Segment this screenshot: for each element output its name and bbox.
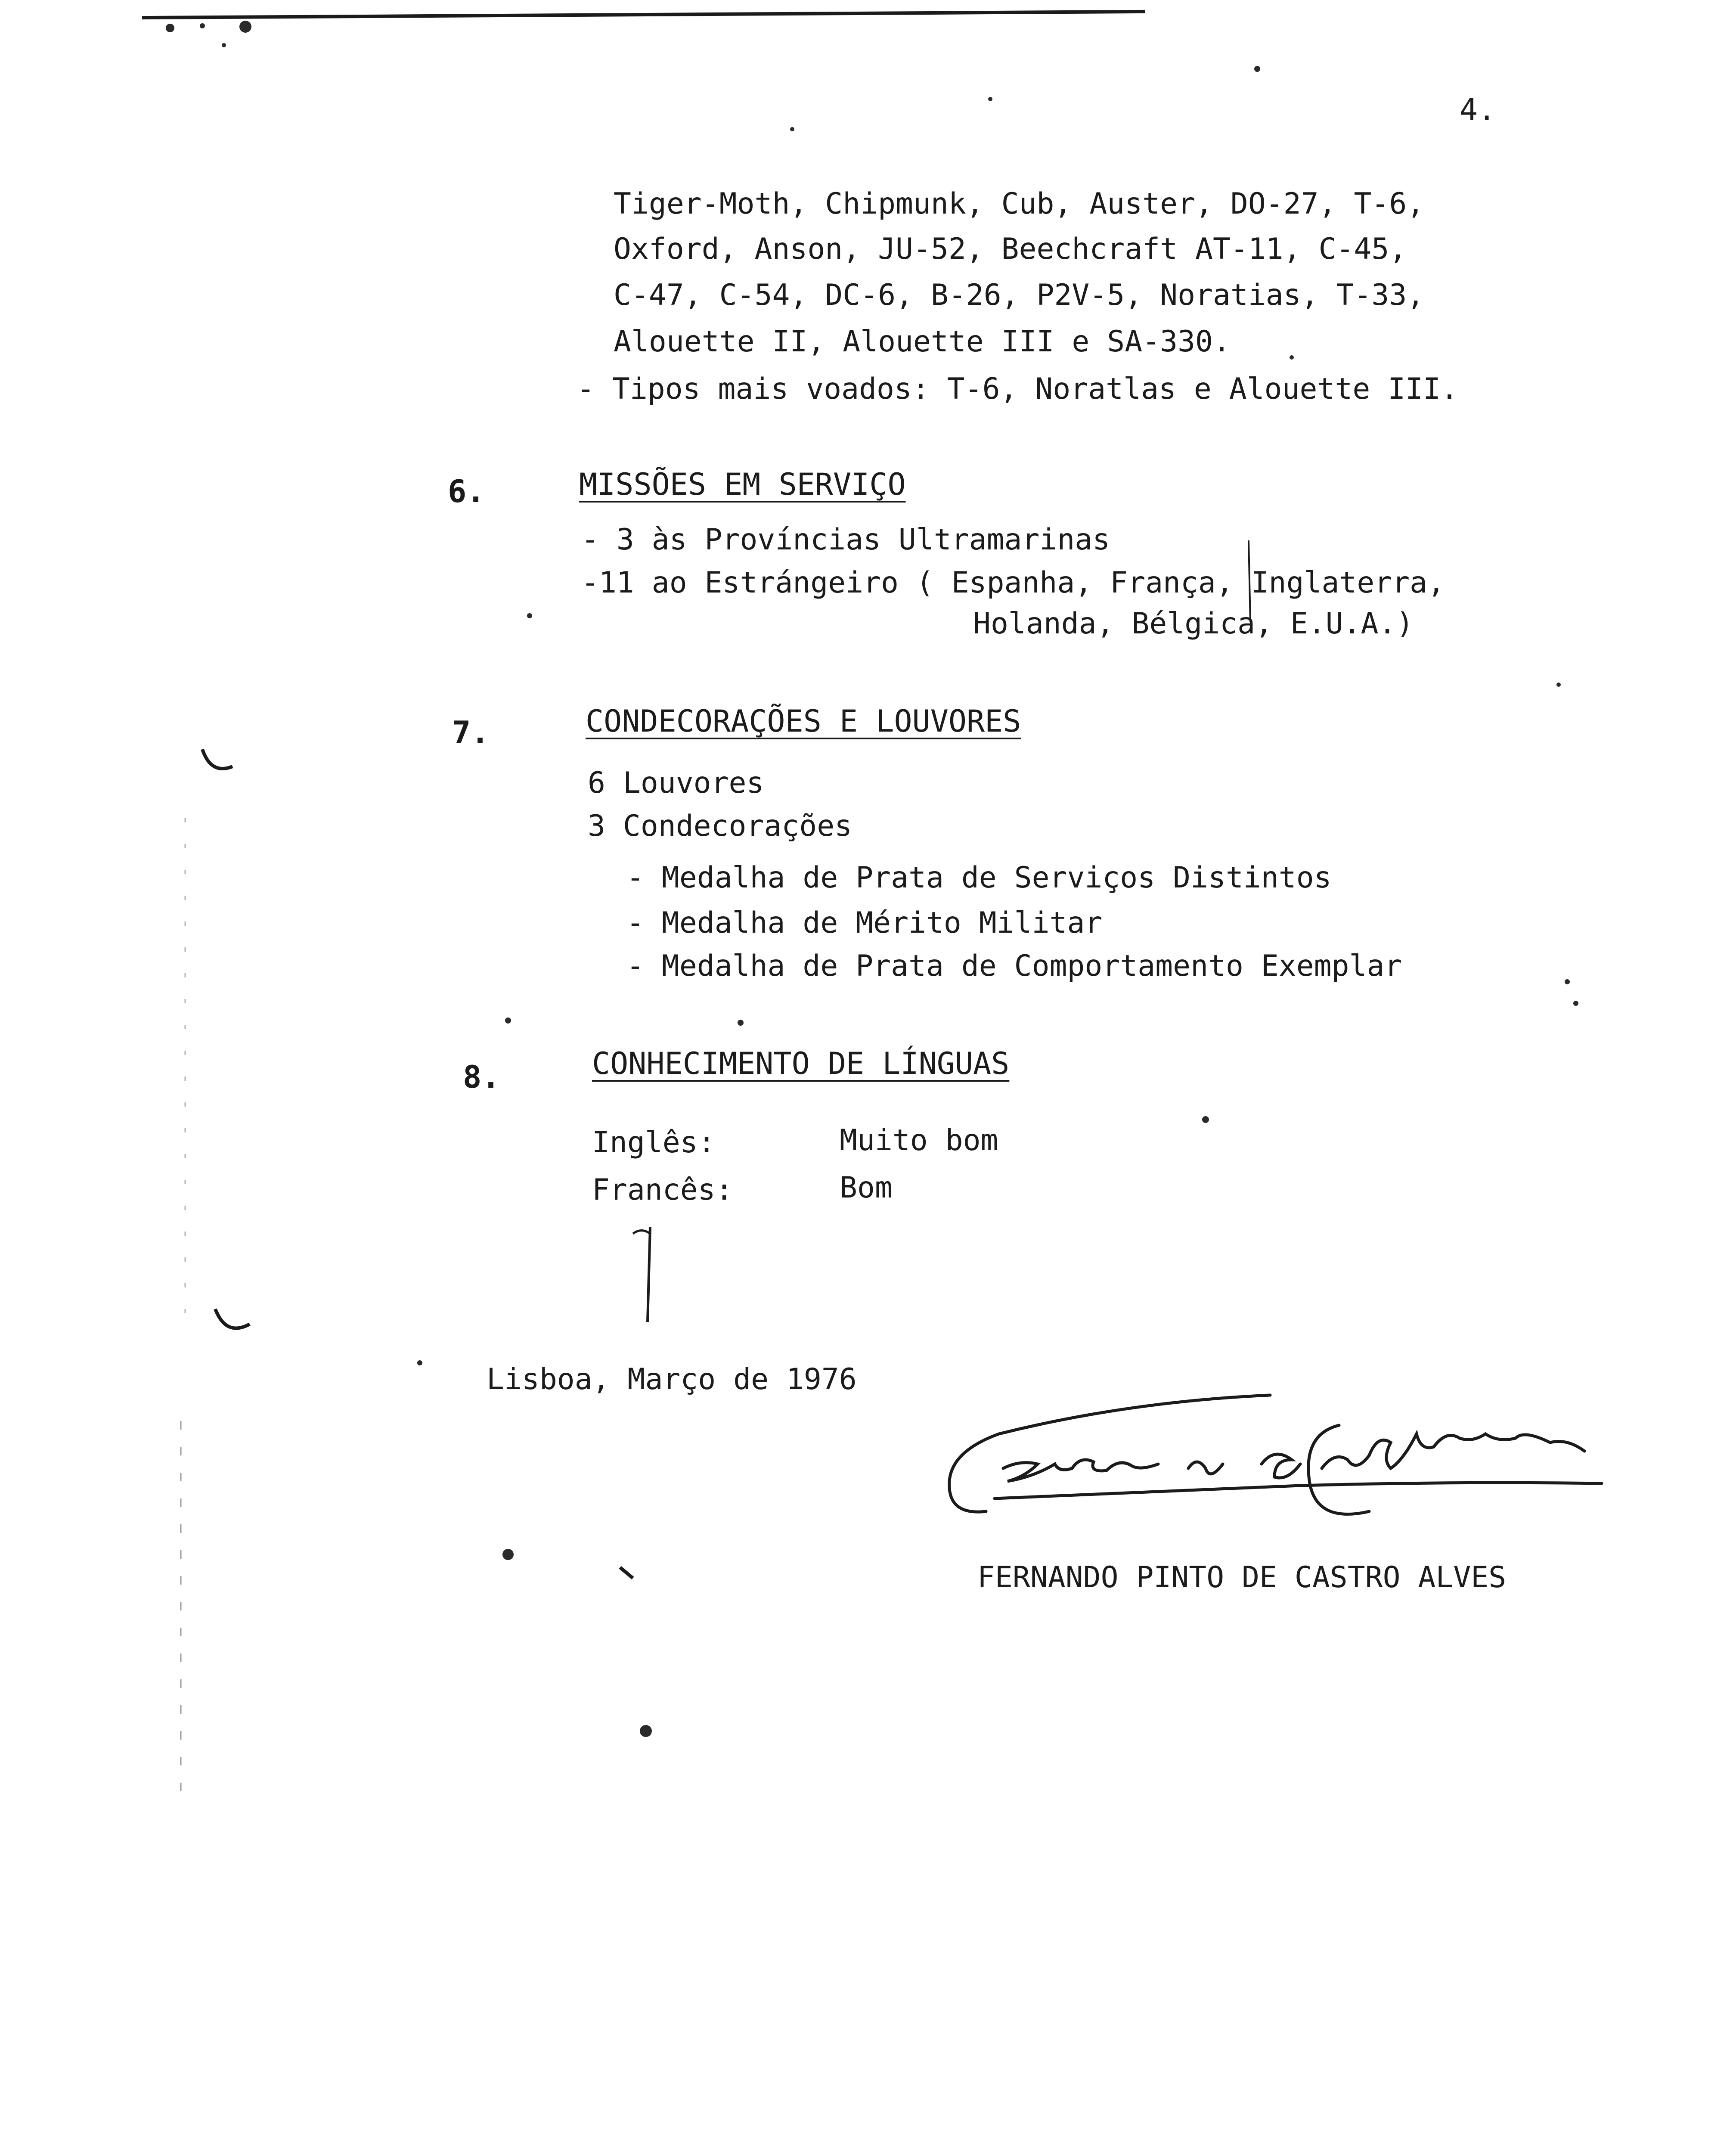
condecoracoes-line: 3 Condecorações (588, 809, 852, 843)
aircraft-line-1: Tiger-Moth, Chipmunk, Cub, Auster, DO-27, T-6, (614, 187, 1425, 221)
signature (934, 1382, 1615, 1546)
language-english-name: Inglês: (592, 1126, 716, 1160)
missions-line-2: -11 ao Estrángeiro ( Espanha, França, Inglaterra, (581, 566, 1445, 600)
section-7-number: 7. (452, 714, 490, 751)
medal-line-3: - Medalha de Prata de Comportamento Exemplar (626, 949, 1402, 983)
signatory-name: FERNANDO PINTO DE CASTRO ALVES (977, 1560, 1507, 1595)
missions-line-3: Holanda, Bélgica, E.U.A.) (973, 607, 1414, 641)
aircraft-line-3: C-47, C-54, DC-6, B-26, P2V-5, Noratias, T-33, (614, 278, 1425, 312)
section-8-title: CONHECIMENTO DE LÍNGUAS (592, 1046, 1010, 1081)
section-6-number: 6. (448, 473, 485, 509)
aircraft-line-2: Oxford, Anson, JU-52, Beechcraft AT-11, C-45, (614, 232, 1407, 266)
language-english-level: Muito bom (840, 1123, 998, 1157)
language-french-name: Francês: (592, 1173, 733, 1207)
section-6-title: MISSÕES EM SERVIÇO (579, 467, 906, 502)
page-number: 4. (1460, 92, 1496, 127)
language-french-level: Bom (840, 1171, 893, 1205)
louvores-line: 6 Louvores (588, 766, 764, 800)
medal-line-1: - Medalha de Prata de Serviços Distintos (626, 861, 1332, 895)
section-7-title: CONDECORAÇÕES E LOUVORES (586, 704, 1021, 739)
aircraft-line-4: Alouette II, Alouette III e SA-330. (614, 325, 1231, 359)
section-8-number: 8. (463, 1059, 500, 1095)
missions-line-1: - 3 às Províncias Ultramarinas (581, 523, 1110, 557)
medal-line-2: - Medalha de Mérito Militar (626, 906, 1103, 940)
place-date: Lisboa, Março de 1976 (487, 1362, 857, 1396)
most-flown-line: - Tipos mais voados: T-6, Noratlas e Alouette III. (577, 372, 1458, 406)
